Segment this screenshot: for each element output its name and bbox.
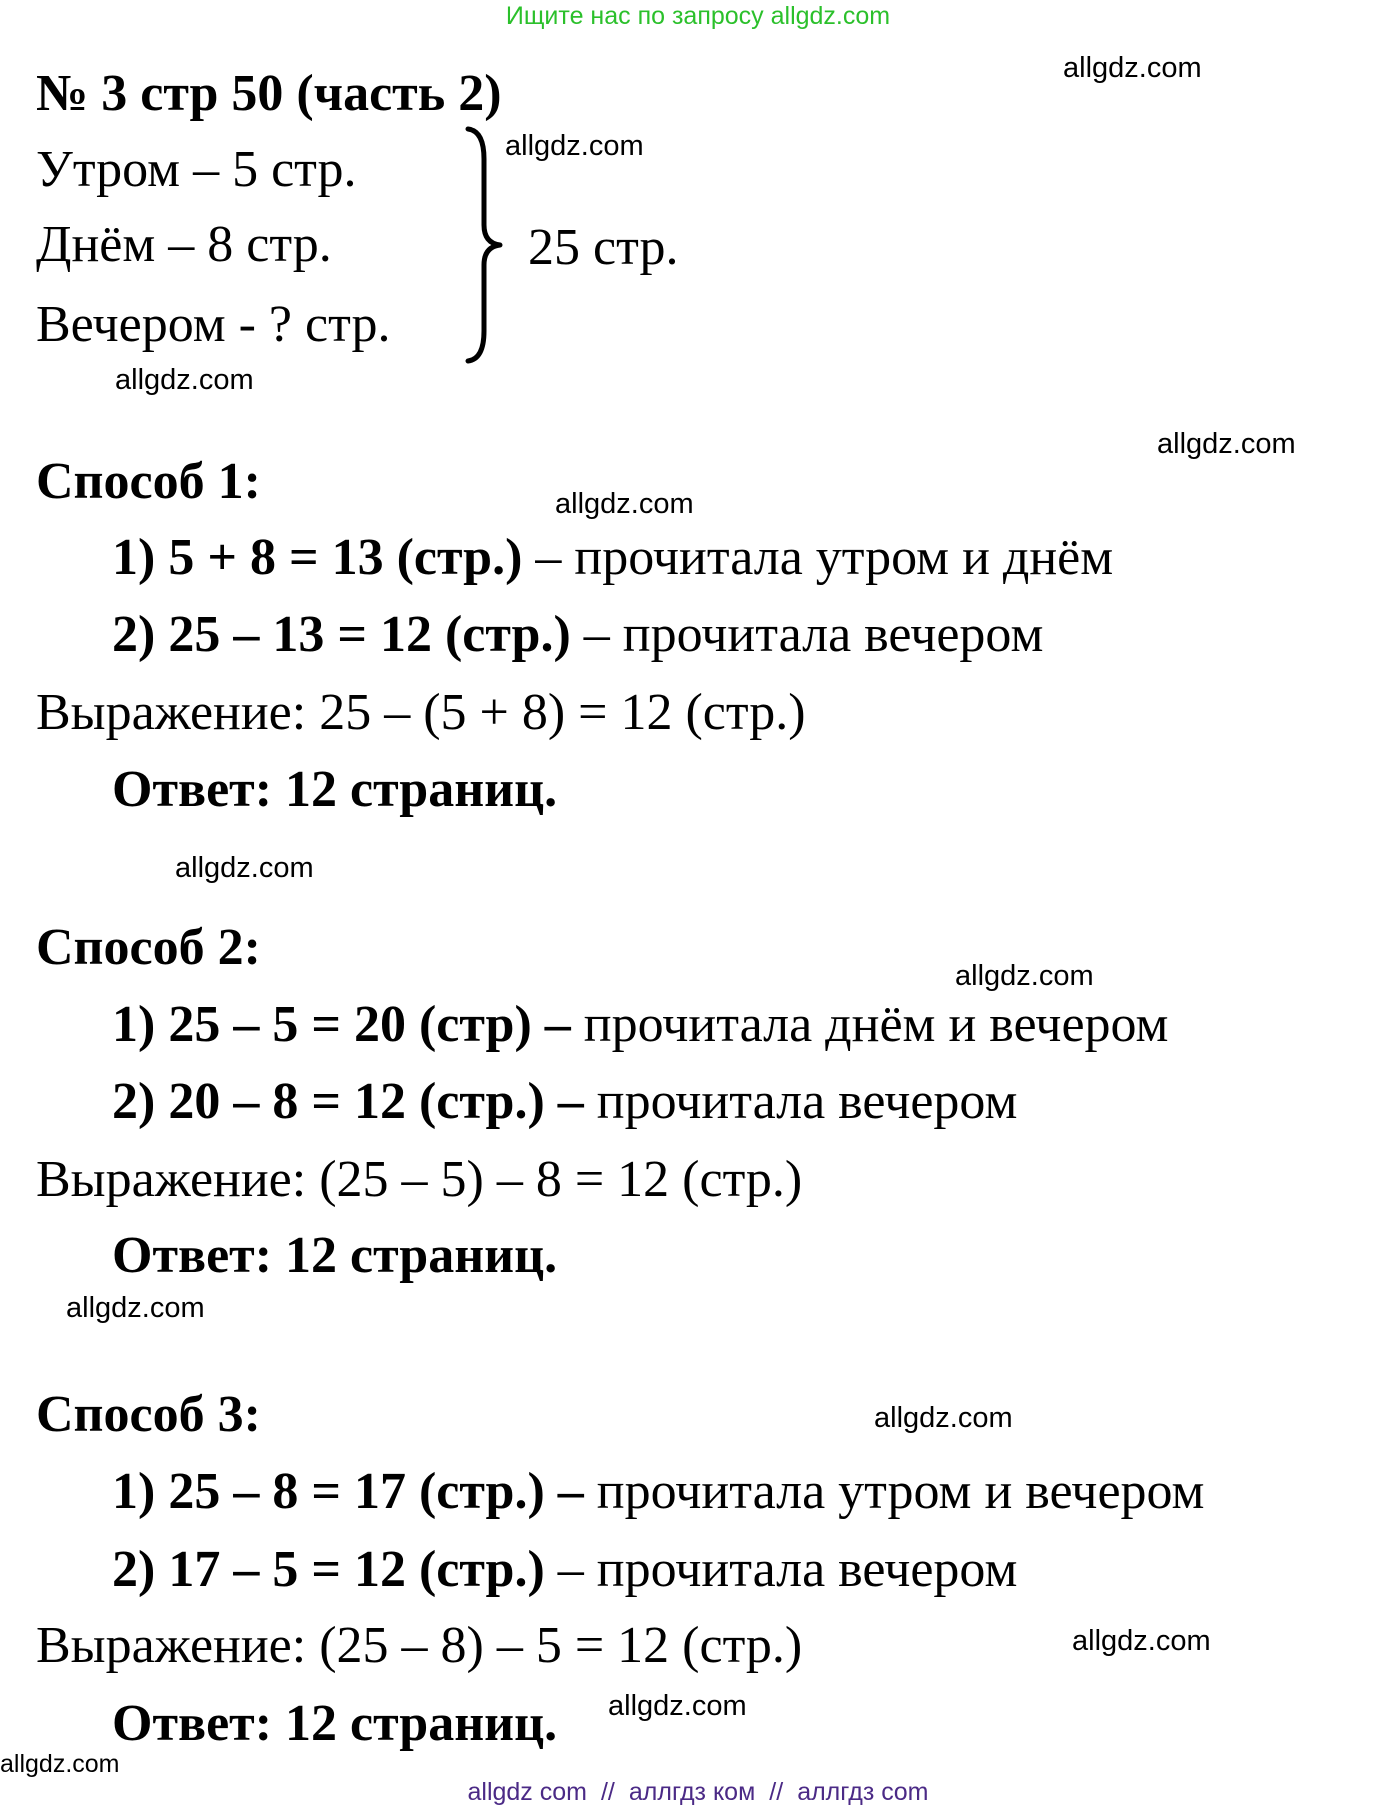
step-number: 1) [112, 529, 156, 586]
step-description: – прочитала вечером [557, 1541, 1018, 1598]
step-description: прочитала утром и вечером [596, 1463, 1205, 1520]
watermark: allgdz.com [1072, 1625, 1211, 1657]
given-evening: Вечером - ? стр. [36, 296, 391, 353]
step-description: – прочитала утром и днём [535, 529, 1114, 586]
footer-link[interactable]: аллгдз ком [628, 1778, 756, 1806]
footer-link[interactable]: аллгдз com [797, 1778, 929, 1806]
method-answer: Ответ: 12 страниц. [112, 1227, 558, 1284]
method-heading: Способ 1: [36, 453, 261, 510]
step-calculation: 17 – 5 = 12 (стр.) [168, 1541, 545, 1598]
method-heading: Способ 3: [36, 1386, 261, 1443]
watermark: allgdz.com [0, 1750, 120, 1778]
method-heading: Способ 2: [36, 919, 261, 976]
step-description: – прочитала вечером [583, 606, 1044, 663]
watermark: allgdz.com [874, 1402, 1013, 1434]
watermark: allgdz.com [555, 488, 694, 520]
watermark: allgdz.com [505, 130, 644, 162]
method-step [112, 1540, 1017, 1599]
footer-separator: // [600, 1778, 615, 1806]
method-expression: Выражение: (25 – 8) – 5 = 12 (стр.) [36, 1617, 803, 1674]
step-number: 1) [112, 1463, 156, 1520]
step-calculation: 20 – 8 = 12 (стр.) – [168, 1073, 584, 1130]
step-calculation: 25 – 8 = 17 (стр.) – [168, 1463, 584, 1520]
given-morning: Утром – 5 стр. [36, 141, 357, 198]
step-calculation: 25 – 13 = 12 (стр.) [168, 606, 571, 663]
step-number: 2) [112, 1541, 156, 1598]
watermark: allgdz.com [608, 1690, 747, 1722]
step-description: прочитала вечером [596, 1073, 1018, 1130]
step-description: прочитала днём и вечером [583, 996, 1169, 1053]
method-step [112, 1462, 1204, 1521]
watermark: allgdz.com [1063, 52, 1202, 84]
method-expression: Выражение: 25 – (5 + 8) = 12 (стр.) [36, 684, 806, 741]
method-step [112, 528, 1113, 587]
footer-link[interactable]: allgdz com [467, 1778, 587, 1806]
method-answer: Ответ: 12 страниц. [112, 1695, 558, 1752]
watermark: allgdz.com [175, 852, 314, 884]
step-number: 2) [112, 606, 156, 663]
footer-links [0, 1778, 1396, 1807]
method-answer: Ответ: 12 страниц. [112, 761, 558, 818]
page-title: № 3 стр 50 (часть 2) [36, 65, 502, 122]
given-total: 25 стр. [528, 219, 679, 276]
search-banner[interactable]: Ищите нас по запросу allgdz.com [505, 2, 891, 30]
method-step [112, 605, 1043, 664]
watermark: allgdz.com [115, 364, 254, 396]
step-calculation: 5 + 8 = 13 (стр.) [168, 529, 523, 586]
step-number: 1) [112, 996, 156, 1053]
step-calculation: 25 – 5 = 20 (стр) – [168, 996, 571, 1053]
footer-separator: // [769, 1778, 784, 1806]
watermark: allgdz.com [1157, 428, 1296, 460]
method-expression: Выражение: (25 – 5) – 8 = 12 (стр.) [36, 1151, 803, 1208]
method-step [112, 1072, 1017, 1131]
step-number: 2) [112, 1073, 156, 1130]
watermark: allgdz.com [955, 960, 1094, 992]
watermark: allgdz.com [66, 1292, 205, 1324]
method-step [112, 995, 1168, 1054]
given-day: Днём – 8 стр. [36, 216, 332, 273]
